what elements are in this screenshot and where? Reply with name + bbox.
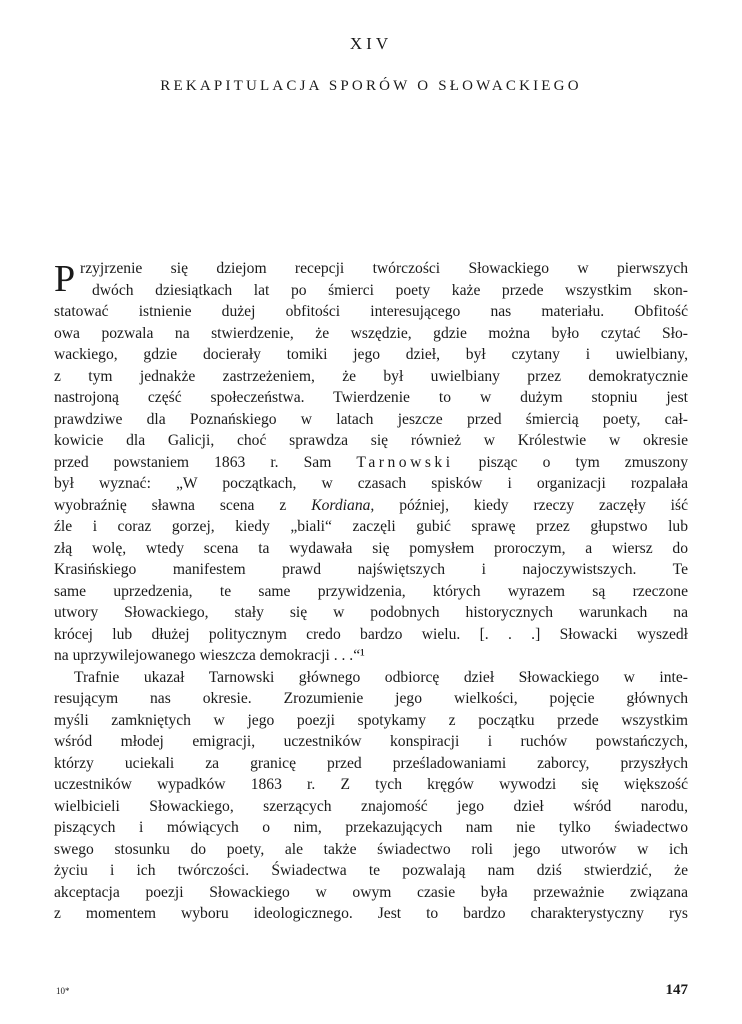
text-line: prawdziwe dla Poznańskiego w latach jeszcze przed śmiercią poety, cał- (54, 410, 688, 428)
paragraph (54, 667, 688, 925)
text-line: z tym jednakże zastrzeżeniem, że był uwielbiany przez demokratycznie (54, 367, 688, 385)
text-line: utwory Słowackiego, stały się w podobnych historycznych warunkach na (54, 604, 688, 621)
text-line: nastrojoną część społeczeństwa. Twierdzenie to w dużym stopniu jest (54, 389, 688, 406)
text-line: same uprzedzenia, te same przywidzenia, których wyrazem są rzeczone (54, 582, 688, 600)
work-title-italic: Kordiana, (311, 496, 375, 514)
text-line: źle i coraz gorzej, kiedy „biali“ zaczęli gubić sprawę przez głupstwo lub (54, 518, 688, 535)
text-line: z momentem wyboru ideologicznego. Jest to bardzo charakterystyczny rys (54, 905, 688, 922)
text-line: którzy uciekali za granicę przed prześladowaniami zaborcy, przyszłych (54, 754, 688, 772)
drop-cap: P (54, 258, 76, 300)
text-line: swego stosunku do poety, ale także świadectwo roli jego utworów w ich (54, 840, 688, 858)
text-line: Trafnie ukazał Tarnowski głównego odbiorcę dzieł Słowackiego w inte- (74, 668, 688, 686)
signature-mark: 10* (56, 986, 70, 996)
text-line: piszących i mówiących o nim, przekazujących nam nie tylko świadectwo (54, 819, 688, 836)
text-line: uczestników wypadków 1863 r. Z tych kręgów wywodzi się większość (54, 776, 688, 793)
text-line: owa pozwala na stwierdzenie, że wszędzie, gdzie można było czytać Sło- (54, 324, 688, 342)
line-text: rzyjrzenie się dziejom recepcji twórczości Słowackiego w pierwszych (80, 260, 688, 277)
text-line (54, 495, 688, 517)
text-line: życiu i ich twórczości. Świadectwa te pozwalają nam dziś stwierdzić, że (54, 862, 688, 879)
text-line: wackiego, gdzie docierały tomiki jego dzieł, był czytany i uwielbiany, (54, 346, 688, 363)
text-line: akceptacja poezji Słowackiego w owym czasie była przeważnie związana (54, 883, 688, 901)
text-line: resującym nas okresie. Zrozumienie jego wielkości, pojęcie głównych (54, 690, 688, 707)
paragraph (54, 258, 688, 667)
text-line: wśród młodej emigracji, uczestników konspiracji i ruchów powstańczych, (54, 733, 688, 750)
line-text: przed powstaniem 1863 r. Sam (54, 453, 357, 471)
text-line: myśli zamkniętych w jego poezji spotykamy z początku przede wszystkim (54, 711, 688, 729)
body-text (54, 258, 688, 925)
chapter-number: XIV (349, 34, 393, 53)
text-line: dwóch dziesiątkach lat po śmierci poety każe przede wszystkim skon- (92, 281, 688, 299)
text-line: krócej lub dłużej politycznym credo bardzo wielu. [. . .] Słowacki wyszedł (54, 625, 688, 643)
author-name-spaced: Tarnowski (356, 453, 454, 471)
text-line: na uprzywilejowanego wieszcza demokracji . . .“¹ (54, 647, 365, 664)
chapter-title: REKAPITULACJA SPORÓW O SŁOWACKIEGO (160, 78, 582, 94)
page-number: 147 (665, 982, 688, 998)
text-line: statować istnienie dużej obfitości interesującego nas materiału. Obfitość (54, 303, 688, 320)
line-text: wyobraźnię sławna scena z (54, 496, 312, 514)
text-line: wielbicieli Słowackiego, szerzących znajomość jego dzieł wśród narodu, (54, 797, 688, 815)
text-line: kowicie dla Galicji, choć sprawdza się również w Królestwie w okresie (54, 432, 688, 449)
line-text: później, kiedy rzeczy zaczęły iść (374, 496, 688, 514)
text-line: Krasińskiego manifestem prawd najświętszych i najoczywistszych. Te (54, 561, 688, 578)
text-line: złą wolę, wtedy scena ta wydawała się pomysłem proroczym, a wiersz do (54, 539, 688, 557)
text-line (54, 452, 688, 474)
text-line: był wyznać: „W początkach, w czasach spisków i organizacji rozpalała (54, 475, 688, 492)
line-text: pisząc o tym zmuszony (453, 453, 689, 471)
